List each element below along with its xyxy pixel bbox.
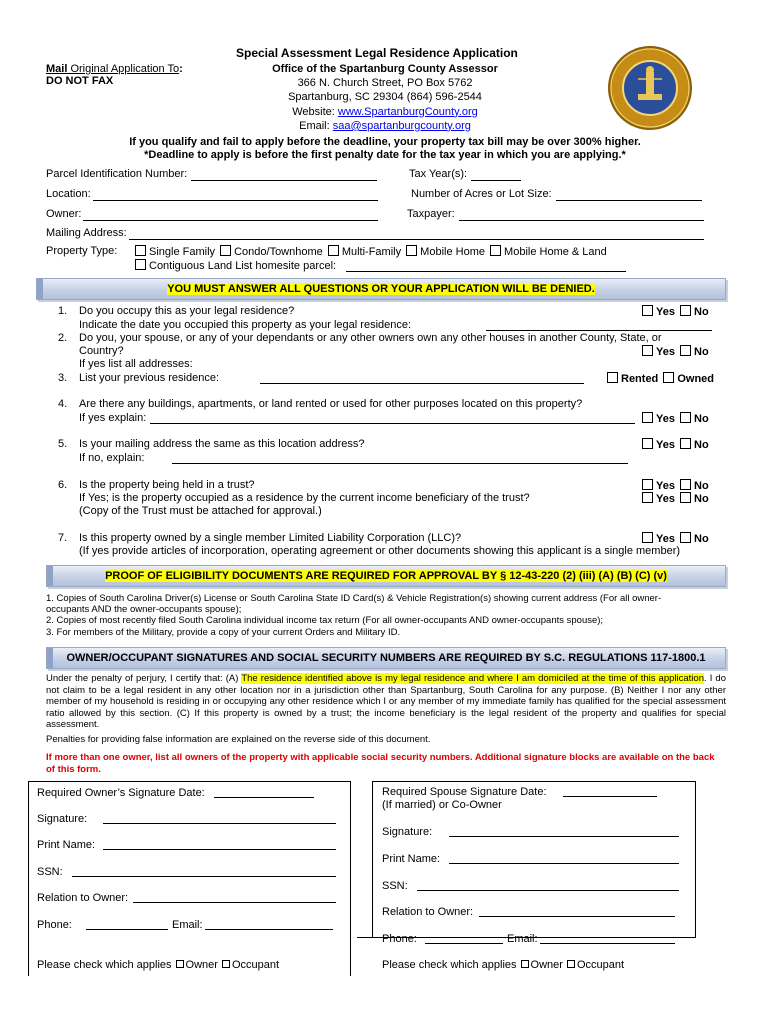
spouse-married-note: (If married) or Co-Owner [382, 799, 502, 811]
q3-number: 3. [58, 372, 68, 384]
certification-paragraph: Under the penalty of perjury, I certify that: (A) The residence identified above is my legal residence and where I am domiciled at the time of this application. I do not claim to be a legal resident in any other location nor in a jurisdiction other than Spartanburg, South Carolina for any purpose. (B) Neither I nor any other member of my household is residing in or occupying any other residence which I or any member of my immediate family has qualified for the special assessment ratio allowed by this section. (C) If this property is owned by a trust; the income beneficiary is the legal resident of the property and qualifies for special assessment. [46, 673, 726, 730]
owner-ssn-input-line[interactable] [72, 876, 336, 877]
owner-phone-label: Phone: [37, 919, 72, 931]
owner-sig-date-label: Required Owner’s Signature Date: [37, 787, 205, 799]
q2b-text: Country? [79, 345, 124, 357]
mobile-home-land-checkbox[interactable] [490, 245, 501, 256]
q4-text: Are there any buildings, apartments, or land rented or used for other purposes located on this property? [79, 398, 583, 410]
owner-input-line[interactable] [83, 220, 378, 221]
q6-no-checkbox[interactable] [680, 479, 691, 490]
q6b-options: Yes No [640, 492, 709, 506]
q1-text: Do you occupy this as your legal residence? [79, 305, 295, 317]
owner-role-owner-checkbox[interactable] [176, 960, 184, 968]
acres-label: Number of Acres or Lot Size: [411, 188, 552, 200]
proof-of-eligibility-banner: PROOF OF ELIGIBILITY DOCUMENTS ARE REQUIRED FOR APPROVAL BY § 12-43-220 (2) (iii) (A) (B) (C) (v) [46, 565, 726, 587]
q6c-text: (Copy of the Trust must be attached for approval.) [79, 505, 322, 517]
spouse-print-name-label: Print Name: [382, 853, 441, 865]
owner-phone-input-line[interactable] [86, 929, 168, 930]
q6-options: Yes No [640, 479, 709, 493]
multi-family-checkbox[interactable] [328, 245, 339, 256]
q2-options: Yes No [640, 345, 709, 359]
q4-input-line[interactable] [150, 423, 635, 424]
owner-role-occupant-checkbox[interactable] [222, 960, 230, 968]
owner-signature-block [28, 781, 351, 976]
owner-print-name-input-line[interactable] [103, 849, 336, 850]
q4b-text: If yes explain: [79, 412, 147, 424]
q5-input-line[interactable] [172, 463, 628, 464]
q6b-no-checkbox[interactable] [680, 492, 691, 503]
spouse-relation-input-line[interactable] [479, 916, 675, 917]
answer-all-banner: YOU MUST ANSWER ALL QUESTIONS OR YOUR APPLICATION WILL BE DENIED. [36, 278, 726, 300]
q7-yes-checkbox[interactable] [642, 532, 653, 543]
spouse-email-input-line[interactable] [540, 943, 675, 944]
q1-yes-checkbox[interactable] [642, 305, 653, 316]
owner-email-input-line[interactable] [205, 929, 333, 930]
deadline-warning: If you qualify and fail to apply before the deadline, your property tax bill may be over 300% higher. [129, 136, 641, 148]
contiguous-land-checkbox[interactable] [135, 259, 146, 270]
q4-options: Yes No [640, 412, 709, 426]
seal-graphic [608, 46, 692, 130]
q2-text: Do you, your spouse, or any of your dependants or any other owners own any other houses in another County, State, or [79, 332, 662, 344]
owner-ssn-label: SSN: [37, 866, 63, 878]
q6b-yes-checkbox[interactable] [642, 492, 653, 503]
q2-yes-checkbox[interactable] [642, 345, 653, 356]
spouse-block-connector [357, 937, 373, 938]
condo-checkbox[interactable] [220, 245, 231, 256]
q6-number: 6. [58, 479, 68, 491]
q5-number: 5. [58, 438, 68, 450]
form-title: Special Assessment Legal Residence Application [236, 46, 518, 60]
proof-item-1b: occupants AND the owner-occupants spouse); [46, 604, 242, 615]
contiguous-land-row: Contiguous Land List homesite parcel: [133, 259, 336, 273]
email-line: Email: saa@spartanburgcounty.org [299, 119, 471, 132]
proof-item-3: 3. For members of the Military, provide a copy of your current Orders and Military ID. [46, 627, 401, 638]
q5-yes-checkbox[interactable] [642, 438, 653, 449]
spouse-email-label: Email: [507, 933, 538, 945]
tax-years-label: Tax Year(s): [409, 168, 468, 180]
acres-input-line[interactable] [556, 200, 702, 201]
q1-number: 1. [58, 305, 68, 317]
q2-no-checkbox[interactable] [680, 345, 691, 356]
taxpayer-label: Taxpayer: [407, 208, 455, 220]
q5-text: Is your mailing address the same as this location address? [79, 438, 365, 450]
contiguous-input-line[interactable] [346, 271, 626, 272]
q7-no-checkbox[interactable] [680, 532, 691, 543]
q3-text: List your previous residence: [79, 372, 220, 384]
spouse-applies-row: Please check which applies Owner Occupant [382, 959, 625, 971]
q7-options: Yes No [640, 532, 709, 546]
owner-signature-input-line[interactable] [103, 823, 336, 824]
owner-label: Owner: [46, 208, 82, 220]
mail-to-label: Mail Original Application To: [46, 63, 183, 75]
q1-date-input-line[interactable] [486, 330, 712, 331]
spouse-role-occupant-checkbox[interactable] [567, 960, 575, 968]
office-name: Office of the Spartanburg County Assessor [272, 63, 498, 75]
spouse-ssn-label: SSN: [382, 880, 408, 892]
spouse-sig-date-label: Required Spouse Signature Date: [382, 786, 547, 798]
q2c-text: If yes list all addresses: [79, 358, 193, 370]
spouse-date-input-line[interactable] [563, 796, 657, 797]
owner-email-label: Email: [172, 919, 203, 931]
proof-item-1a: 1. Copies of South Carolina Driver(s) License or South Carolina State ID Card(s) & Vehicle Registration(s) showing current address (For all owner- [46, 593, 662, 604]
single-family-checkbox[interactable] [135, 245, 146, 256]
spouse-print-name-input-line[interactable] [449, 863, 679, 864]
no-fax-label: DO NOT FAX [46, 75, 114, 87]
property-type-label: Property Type: [46, 245, 118, 257]
property-type-options: Single Family Condo/Townhome Multi-Family Mobile Home Mobile Home & Land [133, 245, 607, 259]
q4-number: 4. [58, 398, 68, 410]
owner-relation-label: Relation to Owner: [37, 892, 129, 904]
penalties-note: Penalties for providing false information are explained on the reverse side of this document. [46, 734, 431, 745]
rented-checkbox[interactable] [607, 372, 618, 383]
q1b-text: Indicate the date you occupied this property as your legal residence: [79, 319, 412, 331]
county-seal-logo [608, 46, 692, 130]
mailing-address-label: Mailing Address: [46, 227, 127, 239]
q6-text: Is the property being held in a trust? [79, 479, 255, 491]
parcel-input-line[interactable] [191, 180, 377, 181]
spouse-ssn-input-line[interactable] [417, 890, 679, 891]
owner-print-name-label: Print Name: [37, 839, 96, 851]
q4-yes-checkbox[interactable] [642, 412, 653, 423]
q1-options: Yes No [640, 305, 709, 319]
q6-yes-checkbox[interactable] [642, 479, 653, 490]
q5b-text: If no, explain: [79, 452, 145, 464]
parcel-label: Parcel Identification Number: [46, 168, 188, 180]
assessor-address-block [220, 62, 550, 133]
street-address: 366 N. Church Street, PO Box 5762 [297, 77, 473, 90]
location-label: Location: [46, 188, 91, 200]
spouse-phone-input-line[interactable] [425, 943, 503, 944]
location-input-line[interactable] [93, 200, 378, 201]
q7b-text: (If yes provide articles of incorporation, operating agreement or other documents showing this applicant is a single member) [79, 545, 681, 557]
spouse-signature-label: Signature: [382, 826, 433, 838]
q3-options: Rented Owned [605, 372, 714, 386]
owner-applies-row: Please check which applies Owner Occupant [37, 959, 280, 971]
q6b-text: If Yes; is the property occupied as a residence by the current income beneficiary of the trust? [79, 492, 530, 504]
owner-date-input-line[interactable] [214, 797, 314, 798]
spouse-role-owner-checkbox[interactable] [521, 960, 529, 968]
owner-relation-input-line[interactable] [133, 902, 336, 903]
mailing-address-input-line[interactable] [129, 239, 704, 240]
q5-options: Yes No [640, 438, 709, 452]
q2-number: 2. [58, 332, 68, 344]
mobile-home-checkbox[interactable] [406, 245, 417, 256]
q7-number: 7. [58, 532, 68, 544]
city-phone: Spartanburg, SC 29304 (864) 596-2544 [288, 91, 482, 104]
multiple-owners-note: If more than one owner, list all owners of the property with applicable social security numbers. Additional signature blocks are available on the back of this form. [46, 752, 715, 775]
owner-signature-label: Signature: [37, 813, 88, 825]
q3-input-line[interactable] [260, 383, 584, 384]
website-line: Website: www.SpartanburgCounty.org [292, 105, 478, 118]
tax-years-input-line[interactable] [471, 180, 521, 181]
spouse-signature-input-line[interactable] [449, 836, 679, 837]
spouse-phone-label: Phone: [382, 933, 417, 945]
spouse-relation-label: Relation to Owner: [382, 906, 474, 918]
q4-no-checkbox[interactable] [680, 412, 691, 423]
owned-checkbox[interactable] [663, 372, 674, 383]
email-link[interactable]: saa@spartanburgcounty.org [332, 119, 471, 132]
certification-highlight: The residence identified above is my legal residence and where I am domiciled at the time of this application [241, 673, 704, 684]
signatures-required-banner: OWNER/OCCUPANT SIGNATURES AND SOCIAL SECURITY NUMBERS ARE REQUIRED BY S.C. REGULATIONS 117-1800.1 [46, 647, 726, 669]
q5-no-checkbox[interactable] [680, 438, 691, 449]
deadline-note: *Deadline to apply is before the first penalty date for the tax year in which you are applying.* [144, 149, 626, 161]
q1-no-checkbox[interactable] [680, 305, 691, 316]
website-link[interactable]: www.SpartanburgCounty.org [337, 105, 478, 118]
proof-item-2: 2. Copies of most recently filed South Carolina individual income tax return (For all owner-occupants AND owner-occupants spouse); [46, 615, 604, 626]
taxpayer-input-line[interactable] [459, 220, 704, 221]
q7-text: Is this property owned by a single member Limited Liability Corporation (LLC)? [79, 532, 462, 544]
